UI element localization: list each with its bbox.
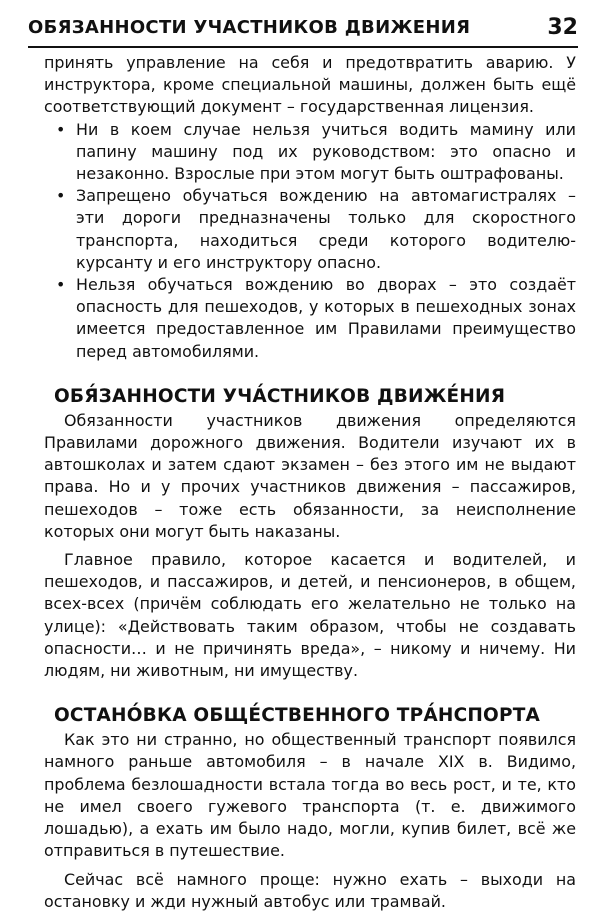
section-heading-public-transport-stop: ОСТАНО́ВКА ОБЩЕ́СТВЕННОГО ТРА́НСПОРТА (54, 705, 541, 727)
bullet-text: Запрещено обучаться вождению на автомагистралях – эти дороги предназначены только для скоростного транспорта, находиться среди которого водителю-курсанту и его инструктору опасно. (76, 186, 576, 272)
page-body (44, 52, 576, 913)
intro-paragraph: принять управление на себя и предотвратить аварию. У инструктора, кроме специальной машины, должен быть ещё соответствующий документ – государственная лицензия. (44, 53, 576, 117)
transport-history-paragraph: Как это ни странно, но общественный транспорт появился намного раньше автомобиля – в начале XIX в. Видимо, проблема безлошадности встала тогда во весь рост, и те, кто не имел своего гужевого транспорта (т. е. движимого лошадью), а ехать им было надо, могли, купив билет, всё же отправиться в путешествие. (44, 730, 576, 861)
running-header-title: ОБЯЗАННОСТИ УЧАСТНИКОВ ДВИЖЕНИЯ (28, 17, 471, 38)
main-rule-paragraph: Главное правило, которое касается и водителей, и пешеходов, и пассажиров, и детей, и пенсионеров, в общем, всех-всех (причём соблюдать его желательно не только на улице): «Действовать таким образом, чтобы не создавать опасности… и не причинять вреда», – никому и ничему. Ни людям, ни животным, ни имуществу. (44, 550, 576, 681)
bullet-text: Ни в коем случае нельзя учиться водить мамину или папину машину под их руководством: это опасно и незаконно. Взрослые при этом могут быть оштрафованы. (76, 119, 576, 184)
bullet-icon: • (56, 275, 66, 295)
bullet-item (52, 119, 576, 186)
transport-now-paragraph: Сейчас всё намного проще: нужно ехать – выходи на остановку и жди нужный автобус или трамвай. (44, 869, 576, 911)
bullet-icon: • (56, 186, 66, 206)
duties-paragraph: Обязанности участников движения определяются Правилами дорожного движения. Водители изучают их в автошколах и затем сдают экзамен – без этого им не выдают права. Но и у прочих участников движения – пассажиров, пешеходов – тоже есть обязанности, за неисполнение которых они могут быть наказаны. (44, 410, 576, 541)
bullet-text: Нельзя обучаться вождению во дворах – это создаёт опасность для пешеходов, у которых в пешеходных зонах имеется предоставленное им Правилами преимущество перед автомобилями. (76, 275, 576, 361)
bullet-item (52, 185, 576, 274)
page-number: 32 (547, 15, 578, 40)
rules-bullet-list (44, 119, 576, 363)
bullet-item (52, 274, 576, 363)
section-heading-duties: ОБЯ́ЗАННОСТИ УЧА́СТНИКОВ ДВИЖЕ́НИЯ (54, 385, 506, 407)
page-header (28, 14, 578, 48)
bullet-icon: • (56, 119, 66, 139)
